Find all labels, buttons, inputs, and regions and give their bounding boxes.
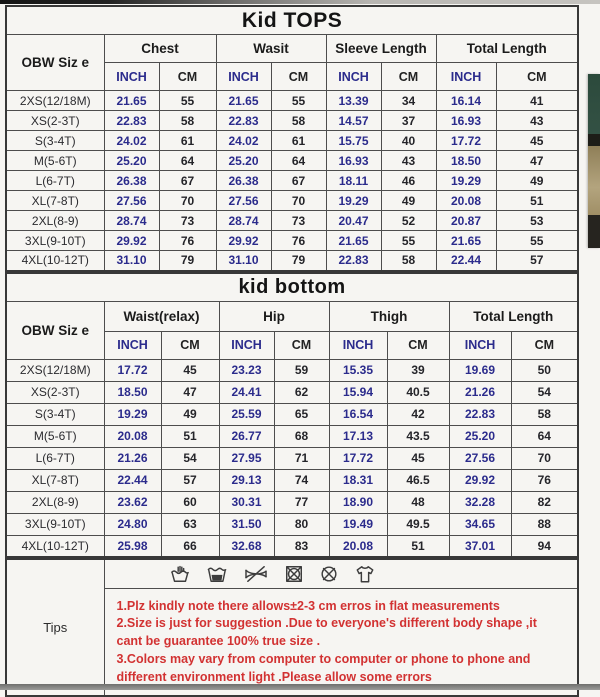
cm-value: 58	[381, 251, 436, 271]
inch-value: 18.50	[104, 381, 161, 403]
kid-bottom-group-header	[6, 301, 578, 331]
size-label: XL(7-8T)	[6, 469, 104, 491]
total-length-header: Total Length	[449, 301, 578, 331]
size-label: 2XL(8-9)	[6, 491, 104, 513]
table-row	[6, 403, 578, 425]
cm-value: 70	[511, 447, 578, 469]
cm-value: 65	[274, 403, 329, 425]
inch-value: 22.83	[449, 403, 511, 425]
do-not-wring-icon	[243, 564, 269, 584]
cm-value: 47	[161, 381, 219, 403]
inch-header: INCH	[104, 63, 159, 91]
sleeve-length-header: Sleeve Length	[326, 35, 436, 63]
waist-relax-header: Waist(relax)	[104, 301, 219, 331]
inch-value: 15.94	[329, 381, 387, 403]
cm-header: CM	[387, 331, 449, 359]
inch-value: 26.38	[216, 171, 271, 191]
inch-value: 29.92	[449, 469, 511, 491]
cm-value: 77	[274, 491, 329, 513]
cm-value: 43.5	[387, 425, 449, 447]
inch-value: 29.13	[219, 469, 274, 491]
cm-value: 82	[511, 491, 578, 513]
cm-header: CM	[159, 63, 216, 91]
cm-value: 42	[387, 403, 449, 425]
tips-text	[104, 589, 578, 697]
inch-value: 19.69	[449, 359, 511, 381]
cm-value: 52	[381, 211, 436, 231]
cm-value: 40	[381, 131, 436, 151]
inch-value: 19.49	[329, 513, 387, 535]
inch-value: 23.23	[219, 359, 274, 381]
cm-value: 55	[271, 91, 326, 111]
cm-value: 94	[511, 535, 578, 557]
inch-value: 21.26	[104, 447, 161, 469]
inch-value: 34.65	[449, 513, 511, 535]
care-icons-cell	[104, 559, 578, 589]
machine-wash-icon	[206, 564, 228, 584]
kid-tops-body	[6, 91, 578, 271]
inch-value: 20.87	[436, 211, 496, 231]
cm-value: 70	[271, 191, 326, 211]
cm-value: 51	[387, 535, 449, 557]
inch-header: INCH	[219, 331, 274, 359]
inch-value: 20.08	[104, 425, 161, 447]
inch-value: 25.20	[449, 425, 511, 447]
cm-value: 67	[159, 171, 216, 191]
cm-header: CM	[381, 63, 436, 91]
size-label: S(3-4T)	[6, 403, 104, 425]
care-icons	[105, 564, 578, 584]
table-row	[6, 535, 578, 557]
size-label: XL(7-8T)	[6, 191, 104, 211]
inch-header: INCH	[326, 63, 381, 91]
cm-value: 76	[159, 231, 216, 251]
cm-value: 61	[159, 131, 216, 151]
cm-value: 43	[496, 111, 578, 131]
cm-value: 64	[271, 151, 326, 171]
inch-value: 21.65	[216, 91, 271, 111]
size-label: XS(2-3T)	[6, 381, 104, 403]
cm-value: 74	[274, 469, 329, 491]
photo-sliver-green	[588, 74, 600, 134]
cm-value: 46	[381, 171, 436, 191]
cm-value: 43	[381, 151, 436, 171]
inch-value: 16.54	[329, 403, 387, 425]
inch-value: 25.98	[104, 535, 161, 557]
hip-header: Hip	[219, 301, 329, 331]
cm-value: 76	[271, 231, 326, 251]
inch-value: 22.44	[436, 251, 496, 271]
cm-value: 79	[271, 251, 326, 271]
inch-value: 22.83	[326, 251, 381, 271]
cm-value: 54	[161, 447, 219, 469]
cm-value: 49	[496, 171, 578, 191]
cm-value: 68	[274, 425, 329, 447]
inch-header: INCH	[329, 331, 387, 359]
tips-line-3: 3.Colors may vary from computer to computer or phone to phone and different environment light .Please allow some errors	[116, 651, 531, 684]
cm-header: CM	[274, 331, 329, 359]
cm-value: 67	[271, 171, 326, 191]
inch-value: 25.59	[219, 403, 274, 425]
photo-sliver-dark-bottom	[588, 215, 600, 248]
cm-value: 62	[274, 381, 329, 403]
cm-value: 40.5	[387, 381, 449, 403]
cm-value: 58	[511, 403, 578, 425]
cm-value: 57	[161, 469, 219, 491]
inch-value: 26.38	[104, 171, 159, 191]
kid-tops-group-header	[6, 35, 578, 63]
inch-value: 28.74	[104, 211, 159, 231]
cm-value: 73	[159, 211, 216, 231]
inch-value: 19.29	[436, 171, 496, 191]
inch-value: 20.08	[329, 535, 387, 557]
inch-value: 17.72	[329, 447, 387, 469]
cm-value: 45	[387, 447, 449, 469]
cm-value: 58	[159, 111, 216, 131]
cm-value: 45	[161, 359, 219, 381]
size-label: M(5-6T)	[6, 151, 104, 171]
cm-value: 88	[511, 513, 578, 535]
inch-value: 25.20	[216, 151, 271, 171]
size-column-header: OBW Siz e	[6, 35, 104, 91]
size-label: 3XL(9-10T)	[6, 231, 104, 251]
cm-header: CM	[161, 331, 219, 359]
kid-bottom-table	[5, 272, 579, 559]
cm-value: 64	[511, 425, 578, 447]
inch-value: 22.44	[104, 469, 161, 491]
inch-value: 13.39	[326, 91, 381, 111]
cm-value: 53	[496, 211, 578, 231]
inch-value: 32.28	[449, 491, 511, 513]
cm-header: CM	[271, 63, 326, 91]
cm-value: 50	[511, 359, 578, 381]
inch-value: 21.26	[449, 381, 511, 403]
cm-value: 55	[496, 231, 578, 251]
cm-value: 49	[161, 403, 219, 425]
inch-value: 29.92	[104, 231, 159, 251]
size-label: L(6-7T)	[6, 447, 104, 469]
size-label: 4XL(10-12T)	[6, 535, 104, 557]
cm-value: 58	[271, 111, 326, 131]
inch-value: 29.92	[216, 231, 271, 251]
cm-value: 73	[271, 211, 326, 231]
inch-value: 30.31	[219, 491, 274, 513]
table-row	[6, 359, 578, 381]
t-shirt-icon	[354, 564, 376, 584]
cm-value: 51	[161, 425, 219, 447]
thigh-header: Thigh	[329, 301, 449, 331]
cm-value: 54	[511, 381, 578, 403]
inch-value: 28.74	[216, 211, 271, 231]
product-photo-sliver	[588, 74, 600, 248]
cm-value: 34	[381, 91, 436, 111]
tips-table	[5, 558, 579, 697]
table-row	[6, 151, 578, 171]
inch-value: 14.57	[326, 111, 381, 131]
inch-value: 25.20	[104, 151, 159, 171]
table-row	[6, 191, 578, 211]
size-label: 2XS(12/18M)	[6, 359, 104, 381]
size-label: 2XS(12/18M)	[6, 91, 104, 111]
cm-value: 66	[161, 535, 219, 557]
table-row	[6, 425, 578, 447]
kid-tops-title-row	[6, 6, 578, 35]
size-label: L(6-7T)	[6, 171, 104, 191]
inch-value: 16.14	[436, 91, 496, 111]
inch-value: 26.77	[219, 425, 274, 447]
bottom-edge-artifact	[0, 684, 600, 690]
inch-value: 19.29	[326, 191, 381, 211]
care-icons-row	[6, 559, 578, 589]
table-row	[6, 469, 578, 491]
cm-value: 57	[496, 251, 578, 271]
size-column-header: OBW Siz e	[6, 301, 104, 359]
table-row	[6, 381, 578, 403]
hand-wash-icon	[169, 564, 191, 584]
cm-value: 49.5	[387, 513, 449, 535]
cm-value: 71	[274, 447, 329, 469]
cm-value: 80	[274, 513, 329, 535]
inch-value: 24.02	[104, 131, 159, 151]
size-label: 3XL(9-10T)	[6, 513, 104, 535]
inch-value: 31.10	[216, 251, 271, 271]
cm-value: 63	[161, 513, 219, 535]
photo-sliver-tan	[588, 146, 600, 215]
table-row	[6, 513, 578, 535]
cm-value: 47	[496, 151, 578, 171]
cm-header: CM	[496, 63, 578, 91]
cm-value: 61	[271, 131, 326, 151]
inch-value: 16.93	[436, 111, 496, 131]
cm-value: 45	[496, 131, 578, 151]
table-row	[6, 111, 578, 131]
inch-value: 27.56	[449, 447, 511, 469]
table-row	[6, 231, 578, 251]
tips-line-2: 2.Size is just for suggestion .Due to everyone's different body shape ,it cant be guarantee 100% true size .	[116, 616, 537, 649]
kid-tops-title: Kid TOPS	[6, 6, 578, 35]
inch-value: 20.47	[326, 211, 381, 231]
table-row	[6, 131, 578, 151]
cm-value: 41	[496, 91, 578, 111]
inch-value: 15.75	[326, 131, 381, 151]
cm-value: 76	[511, 469, 578, 491]
inch-value: 31.50	[219, 513, 274, 535]
inch-value: 23.62	[104, 491, 161, 513]
inch-value: 32.68	[219, 535, 274, 557]
chest-header: Chest	[104, 35, 216, 63]
cm-header: CM	[511, 331, 578, 359]
inch-value: 18.11	[326, 171, 381, 191]
size-label: S(3-4T)	[6, 131, 104, 151]
inch-header: INCH	[216, 63, 271, 91]
cm-value: 51	[496, 191, 578, 211]
cm-value: 59	[274, 359, 329, 381]
tips-line-1: 1.Plz kindly note there allows±2-3 cm erros in flat measurements	[116, 598, 500, 613]
cm-value: 60	[161, 491, 219, 513]
total-length-header: Total Length	[436, 35, 578, 63]
top-edge-artifact	[0, 0, 600, 4]
inch-value: 21.65	[326, 231, 381, 251]
cm-value: 70	[159, 191, 216, 211]
waist-header: Wasit	[216, 35, 326, 63]
table-row	[6, 91, 578, 111]
inch-value: 21.65	[104, 91, 159, 111]
inch-value: 37.01	[449, 535, 511, 557]
cm-value: 55	[381, 231, 436, 251]
cm-value: 79	[159, 251, 216, 271]
inch-value: 16.93	[326, 151, 381, 171]
tips-label: Tips	[6, 559, 104, 696]
inch-value: 18.50	[436, 151, 496, 171]
inch-value: 20.08	[436, 191, 496, 211]
inch-value: 24.02	[216, 131, 271, 151]
inch-value: 18.90	[329, 491, 387, 513]
inch-value: 17.72	[436, 131, 496, 151]
cm-value: 83	[274, 535, 329, 557]
inch-value: 31.10	[104, 251, 159, 271]
inch-value: 19.29	[104, 403, 161, 425]
kid-bottom-title-row	[6, 273, 578, 302]
cm-value: 37	[381, 111, 436, 131]
do-not-dry-clean-icon	[319, 564, 339, 584]
size-label: XS(2-3T)	[6, 111, 104, 131]
inch-header: INCH	[104, 331, 161, 359]
table-row	[6, 491, 578, 513]
do-not-tumble-dry-icon	[284, 564, 304, 584]
photo-sliver-dark	[588, 134, 600, 146]
kid-bottom-body	[6, 359, 578, 557]
kid-tops-table	[5, 5, 579, 272]
inch-value: 27.95	[219, 447, 274, 469]
inch-header: INCH	[449, 331, 511, 359]
inch-value: 27.56	[216, 191, 271, 211]
table-row	[6, 447, 578, 469]
inch-value: 22.83	[104, 111, 159, 131]
inch-value: 27.56	[104, 191, 159, 211]
cm-value: 48	[387, 491, 449, 513]
inch-header: INCH	[436, 63, 496, 91]
cm-value: 39	[387, 359, 449, 381]
cm-value: 46.5	[387, 469, 449, 491]
cm-value: 49	[381, 191, 436, 211]
table-row	[6, 251, 578, 271]
size-chart	[5, 5, 577, 697]
inch-value: 24.41	[219, 381, 274, 403]
cm-value: 55	[159, 91, 216, 111]
table-row	[6, 211, 578, 231]
inch-value: 22.83	[216, 111, 271, 131]
inch-value: 24.80	[104, 513, 161, 535]
size-label: 4XL(10-12T)	[6, 251, 104, 271]
inch-value: 18.31	[329, 469, 387, 491]
cm-value: 64	[159, 151, 216, 171]
inch-value: 21.65	[436, 231, 496, 251]
inch-value: 17.13	[329, 425, 387, 447]
size-label: 2XL(8-9)	[6, 211, 104, 231]
size-label: M(5-6T)	[6, 425, 104, 447]
table-row	[6, 171, 578, 191]
inch-value: 17.72	[104, 359, 161, 381]
inch-value: 15.35	[329, 359, 387, 381]
kid-bottom-title: kid bottom	[6, 273, 578, 302]
